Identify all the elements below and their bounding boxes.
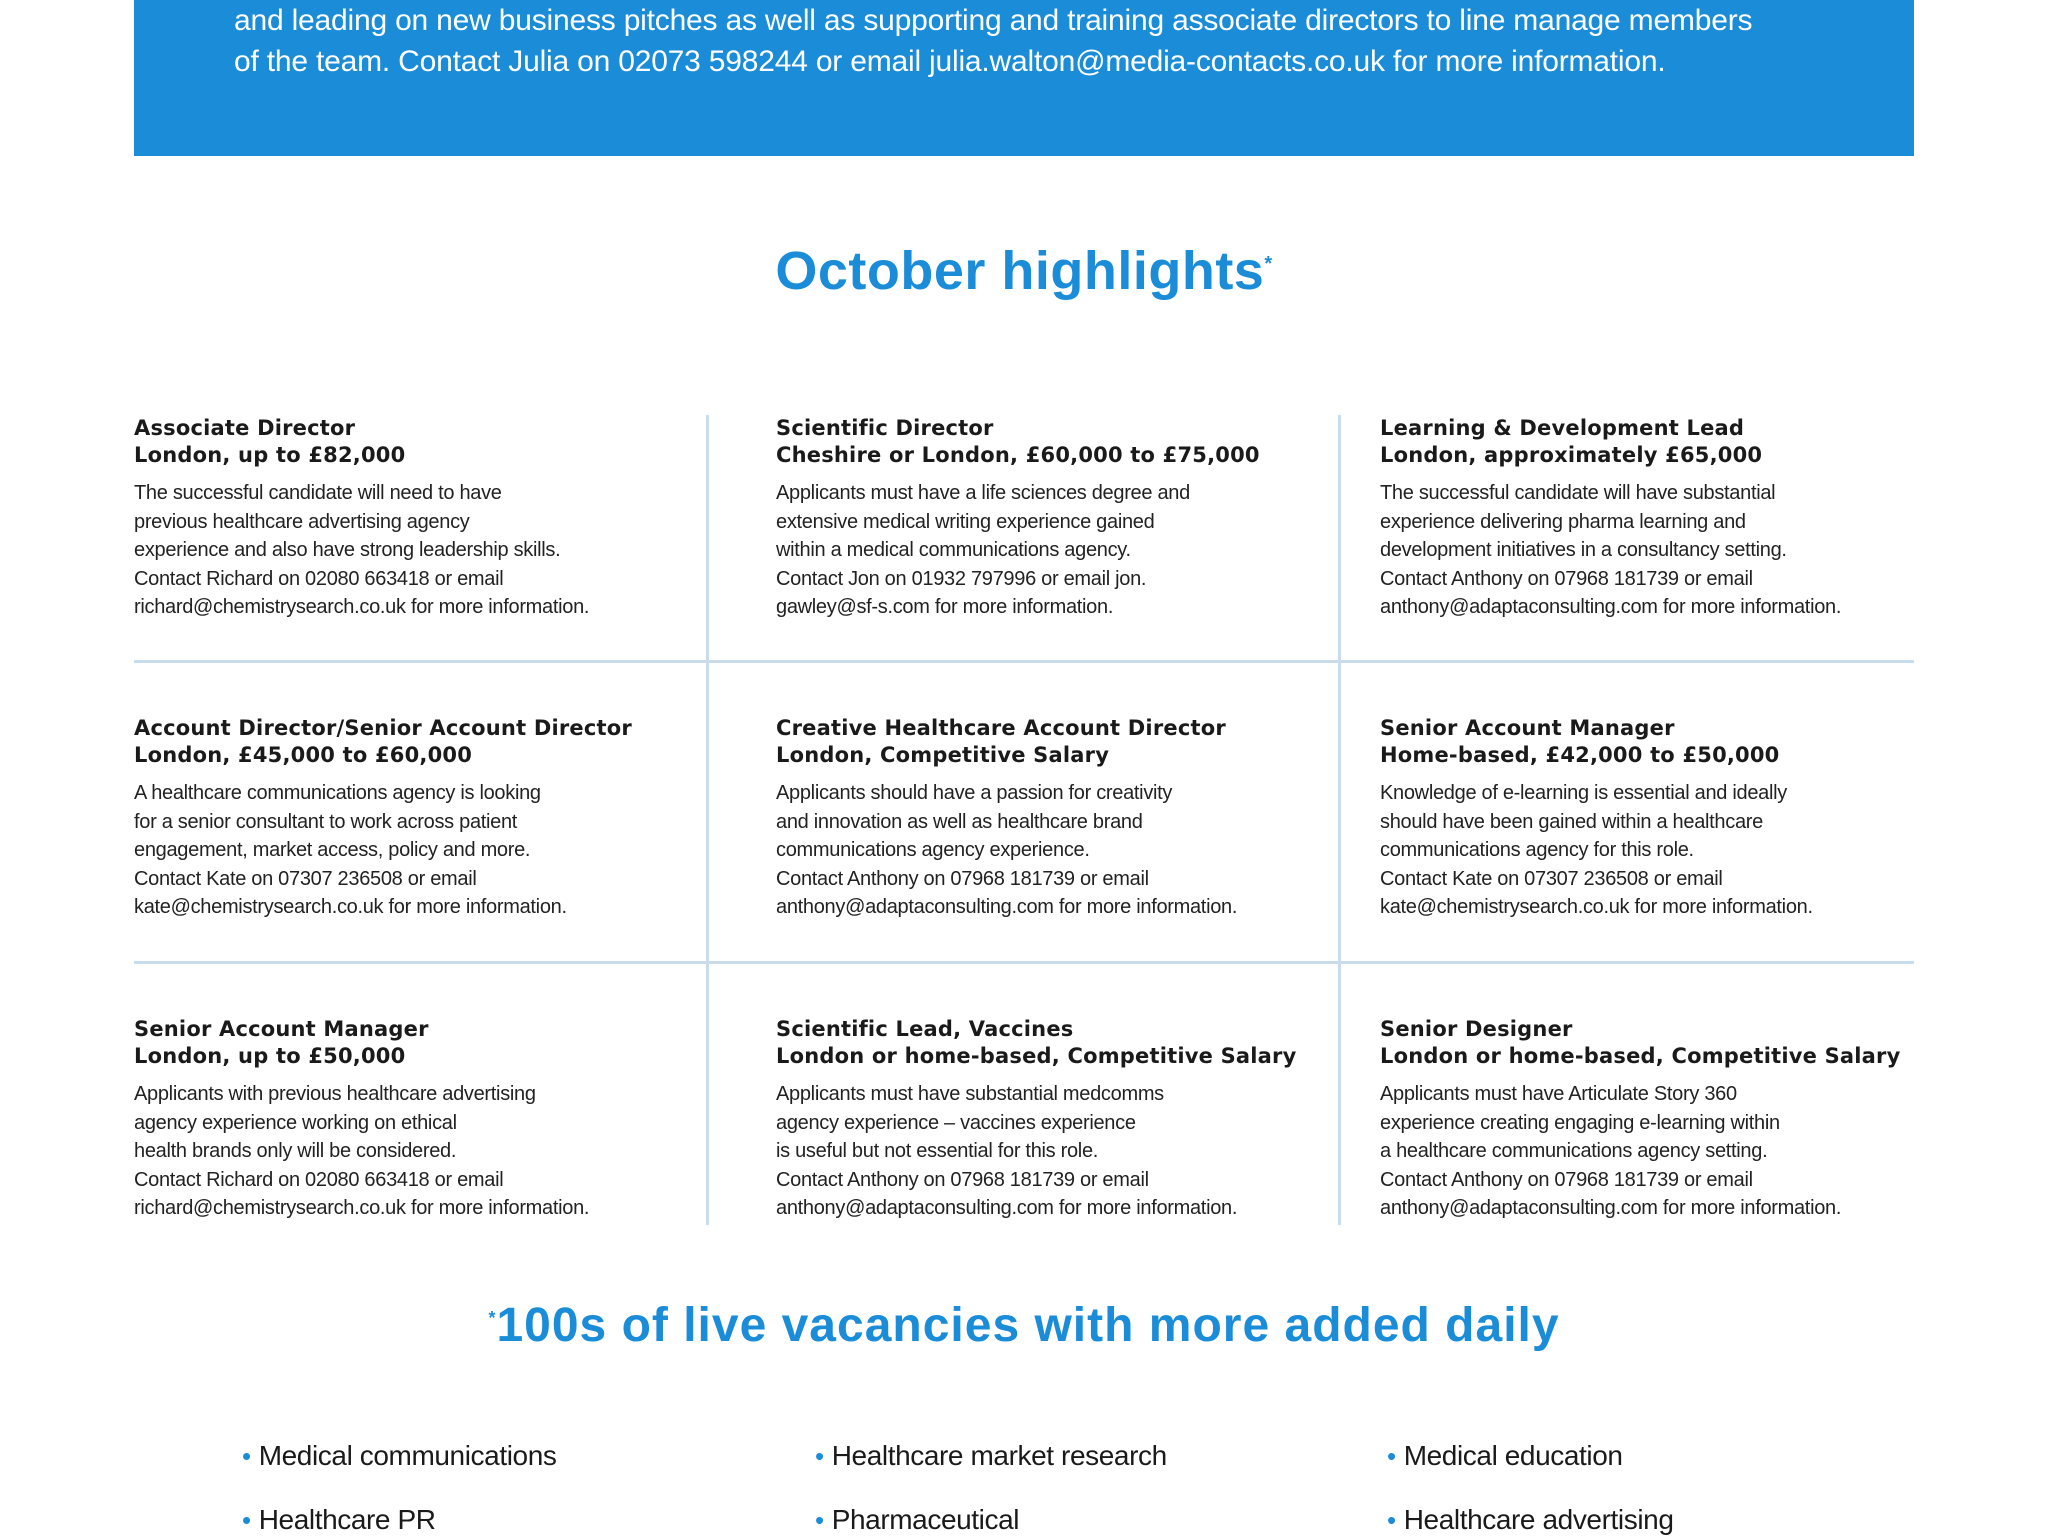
- bullet-icon: •: [815, 1505, 824, 1535]
- bullet-icon: •: [242, 1441, 251, 1471]
- job-description-line: agency experience – vaccines experience: [776, 1111, 1136, 1134]
- job-description-line: previous healthcare advertising agency: [134, 510, 470, 533]
- vacancies-subheading-text: 100s of live vacancies with more added daily: [496, 1299, 1560, 1352]
- column-divider: [1338, 415, 1341, 1225]
- page-title: [0, 240, 2048, 302]
- job-description-line: Contact Kate on 07307 236508 or email: [134, 867, 477, 890]
- job-description-line: Contact Anthony on 07968 181739 or email: [776, 1168, 1149, 1191]
- bullet-icon: •: [1387, 1441, 1396, 1471]
- job-description-line: Contact Richard on 02080 663418 or email: [134, 1168, 504, 1191]
- category-label: Pharmaceutical: [831, 1504, 1020, 1535]
- job-title: Account Director/Senior Account Director: [134, 716, 632, 740]
- job-listing: [776, 415, 1336, 622]
- category-item: [1387, 1440, 1623, 1472]
- job-description-line: experience creating engaging e-learning within: [1380, 1111, 1780, 1134]
- job-location-salary: London or home-based, Competitive Salary: [776, 1044, 1297, 1068]
- bullet-icon: •: [815, 1441, 824, 1471]
- job-description-line: Contact Jon on 01932 797996 or email jon.: [776, 567, 1147, 590]
- category-item: [815, 1504, 1019, 1536]
- bullet-icon: •: [1387, 1505, 1396, 1535]
- job-location-salary: London or home-based, Competitive Salary: [1380, 1044, 1901, 1068]
- job-description: [134, 479, 694, 622]
- job-location-salary: Home-based, £42,000 to £50,000: [1380, 743, 1780, 767]
- job-description: [134, 1080, 694, 1223]
- job-description-line: extensive medical writing experience gained: [776, 510, 1155, 533]
- job-description-line: within a medical communications agency.: [776, 539, 1131, 561]
- job-description-line: anthony@adaptaconsulting.com for more information.: [1380, 1197, 1842, 1219]
- job-description-line: Contact Kate on 07307 236508 or email: [1380, 867, 1723, 890]
- vacancies-subheading: [0, 1298, 2048, 1353]
- page-title-text: October highlights: [775, 241, 1265, 301]
- job-title: Scientific Lead, Vaccines: [776, 1017, 1074, 1041]
- category-label: Healthcare advertising: [1403, 1504, 1674, 1535]
- job-location-salary: London, up to £82,000: [134, 443, 406, 467]
- job-description: [1380, 779, 1940, 922]
- job-listing: [1380, 415, 1940, 622]
- job-description-line: anthony@adaptaconsulting.com for more information.: [776, 1197, 1238, 1219]
- job-description: [776, 1080, 1336, 1223]
- job-description-line: richard@chemistrysearch.co.uk for more information.: [134, 1197, 590, 1219]
- row-divider: [134, 961, 1914, 964]
- job-listing: [776, 715, 1336, 922]
- job-location-salary: London, Competitive Salary: [776, 743, 1110, 767]
- job-description-line: experience and also have strong leadership skills.: [134, 539, 561, 561]
- job-description-line: Contact Richard on 02080 663418 or email: [134, 567, 504, 590]
- category-label: Healthcare market research: [831, 1440, 1167, 1471]
- job-description-line: Applicants with previous healthcare advertising: [134, 1083, 536, 1105]
- job-description-line: anthony@adaptaconsulting.com for more information.: [1380, 596, 1842, 618]
- category-item: [815, 1440, 1167, 1472]
- job-description-line: communications agency for this role.: [1380, 839, 1694, 861]
- job-listing: [1380, 715, 1940, 922]
- job-listing: [776, 1016, 1336, 1223]
- job-description-line: experience delivering pharma learning and: [1380, 510, 1746, 533]
- job-title: Creative Healthcare Account Director: [776, 716, 1226, 740]
- job-location-salary: London, £45,000 to £60,000: [134, 743, 473, 767]
- job-description-line: Contact Anthony on 07968 181739 or email: [776, 867, 1149, 890]
- category-label: Medical education: [1403, 1440, 1623, 1471]
- category-label: Medical communications: [258, 1440, 557, 1471]
- category-item: [242, 1440, 556, 1472]
- title-footnote-mark: *: [1264, 253, 1273, 275]
- job-description-line: richard@chemistrysearch.co.uk for more information.: [134, 596, 590, 618]
- job-description-line: kate@chemistrysearch.co.uk for more information.: [134, 896, 567, 918]
- job-description-line: gawley@sf-s.com for more information.: [776, 596, 1114, 618]
- job-description-line: communications agency experience.: [776, 839, 1090, 861]
- banner-text-line-1: and leading on new business pitches as well as supporting and training associate directors to line manage members: [234, 4, 1753, 37]
- job-description-line: Applicants must have substantial medcomms: [776, 1083, 1164, 1105]
- job-description-line: anthony@adaptaconsulting.com for more information.: [776, 896, 1238, 918]
- job-title: Senior Account Manager: [134, 1017, 429, 1041]
- job-description-line: for a senior consultant to work across patient: [134, 810, 518, 833]
- category-item: [242, 1504, 436, 1536]
- job-description-line: agency experience working on ethical: [134, 1111, 457, 1134]
- job-listing: [134, 415, 694, 622]
- job-description-line: kate@chemistrysearch.co.uk for more information.: [1380, 896, 1813, 918]
- job-title: Associate Director: [134, 416, 356, 440]
- job-description: [1380, 479, 1940, 622]
- job-description-line: Contact Anthony on 07968 181739 or email: [1380, 1168, 1753, 1191]
- job-listing: [134, 1016, 694, 1223]
- job-description-line: engagement, market access, policy and more.: [134, 839, 531, 861]
- column-divider: [706, 415, 709, 1225]
- job-title: Senior Designer: [1380, 1017, 1573, 1041]
- contact-banner: [134, 0, 1914, 156]
- job-title: Learning & Development Lead: [1380, 416, 1745, 440]
- job-description-line: health brands only will be considered.: [134, 1140, 457, 1162]
- job-description-line: Applicants must have a life sciences degree and: [776, 482, 1190, 504]
- row-divider: [134, 660, 1914, 663]
- job-title: Scientific Director: [776, 416, 994, 440]
- job-title: Senior Account Manager: [1380, 716, 1675, 740]
- job-location-salary: Cheshire or London, £60,000 to £75,000: [776, 443, 1260, 467]
- job-description-line: Applicants should have a passion for creativity: [776, 782, 1173, 804]
- category-item: [1387, 1504, 1674, 1536]
- job-listing: [1380, 1016, 1940, 1223]
- job-description-line: should have been gained within a healthcare: [1380, 810, 1763, 833]
- banner-text-line-2: of the team. Contact Julia on 02073 598244 or email julia.walton@media-contacts.co.uk for more information.: [234, 45, 1666, 78]
- job-description-line: development initiatives in a consultancy setting.: [1380, 539, 1787, 561]
- job-description: [134, 779, 694, 922]
- job-description-line: is useful but not essential for this role.: [776, 1140, 1099, 1162]
- job-description-line: and innovation as well as healthcare brand: [776, 810, 1143, 833]
- job-location-salary: London, approximately £65,000: [1380, 443, 1763, 467]
- job-description: [776, 479, 1336, 622]
- job-description-line: Applicants must have Articulate Story 360: [1380, 1083, 1737, 1105]
- job-description-line: The successful candidate will have substantial: [1380, 482, 1776, 504]
- job-description-line: Knowledge of e-learning is essential and ideally: [1380, 782, 1787, 804]
- job-description-line: Contact Anthony on 07968 181739 or email: [1380, 567, 1753, 590]
- bullet-icon: •: [242, 1505, 251, 1535]
- job-description-line: The successful candidate will need to have: [134, 482, 502, 504]
- job-location-salary: London, up to £50,000: [134, 1044, 406, 1068]
- category-label: Healthcare PR: [258, 1504, 436, 1535]
- job-description-line: A healthcare communications agency is looking: [134, 782, 541, 804]
- job-listing: [134, 715, 694, 922]
- job-description-line: a healthcare communications agency setting.: [1380, 1140, 1768, 1162]
- job-description: [776, 779, 1336, 922]
- subheading-footnote-mark: *: [488, 1308, 497, 1328]
- job-description: [1380, 1080, 1940, 1223]
